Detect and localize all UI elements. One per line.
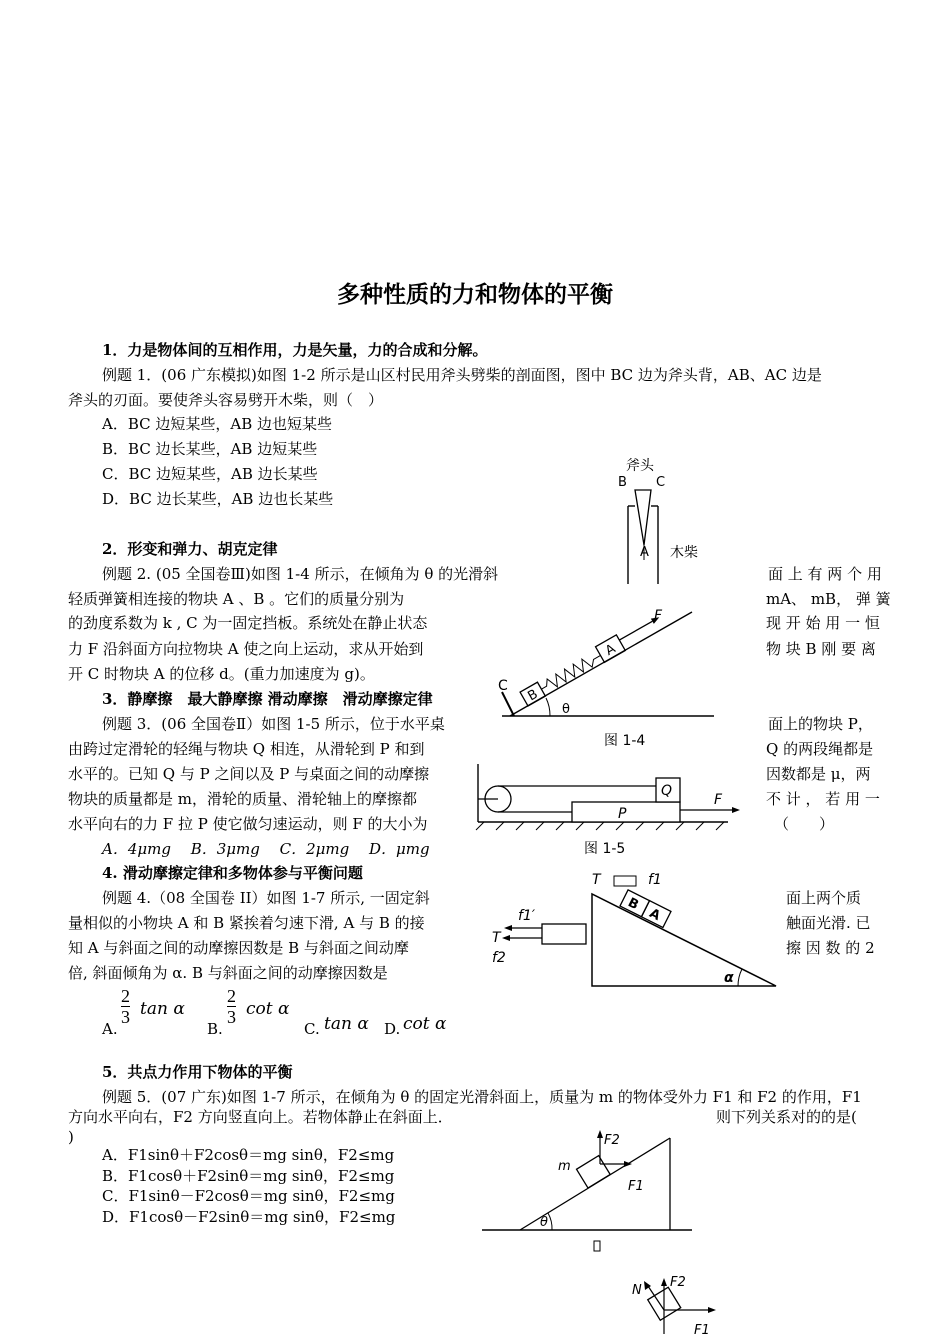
section-1-heading: 1．力是物体间的互相作用，力是矢量，力的合成和分解。 xyxy=(102,341,488,359)
section-5-heading: 5．共点力作用下物体的平衡 xyxy=(102,1063,293,1081)
example-3-line-4b: 不 计 ， 若 用 一 xyxy=(766,790,880,808)
stopper-c xyxy=(502,692,514,716)
figure-1-4-caption: 图 1-4 xyxy=(604,733,646,749)
option-b-fraction: 2 3 xyxy=(227,986,236,1027)
point-a-label: A xyxy=(640,545,649,560)
axe-figure xyxy=(590,450,720,588)
example-3-line-4a: 物块的质量都是 m，滑轮的质量、滑轮轴上的摩擦都 xyxy=(68,790,417,808)
section-4-heading: 4. 滑动摩擦定律和多物体参与平衡问题 xyxy=(102,864,363,882)
example-2-line-5: 开 C 时物块 A 的位移 d。(重力加速度为 g)。 xyxy=(68,665,375,683)
example-4-line-3b: 擦 因 数 的 2 xyxy=(786,939,875,957)
point-b-label: B xyxy=(618,475,627,490)
force-f2-label-2: F2 xyxy=(670,1275,686,1290)
option-a-label: A. xyxy=(102,1020,118,1038)
incline-forces-figure xyxy=(478,1124,710,1344)
example-5-option-a: A．F1sinθ＋F2cosθ＝mg sinθ，F2≤mg xyxy=(102,1146,395,1164)
section-2-heading: 2．形变和弹力、胡克定律 xyxy=(102,540,278,558)
page-title: 多种性质的力和物体的平衡 xyxy=(337,282,613,308)
example-2-line-2b: mA、 mB， 弹 簧 xyxy=(766,590,891,608)
example-1-line-2: 斧头的刃面。要使斧头容易劈开木柴，则（ ） xyxy=(68,391,384,409)
example-2-line-2a: 轻质弹簧相连接的物块 A 、B 。它们的质量分别为 xyxy=(68,590,405,608)
example-5-option-b: B．F1cosθ＋F2sinθ＝mg sinθ，F2≤mg xyxy=(102,1167,395,1185)
friction-f1-label: f1 xyxy=(648,872,662,888)
example-4-line-2a: 量相似的小物块 A 和 B 紧挨着匀速下滑, A 与 B 的接 xyxy=(68,914,425,932)
normal-n-label: N xyxy=(632,1283,642,1298)
example-3-line-3a: 水平的。已知 Q 与 P 之间以及 P 与桌面之间的动摩擦 xyxy=(68,765,430,783)
mass-m-label: m xyxy=(558,1159,571,1174)
example-1-option-c: C．BC 边短某些，AB 边长某些 xyxy=(102,465,318,483)
example-4-line-2b: 触面光滑. 已 xyxy=(786,914,871,932)
example-5-line-1: 例题 5．(07 广东)如图 1-7 所示，在倾角为 θ 的固定光滑斜面上，质量为 m 的物体受外力 F1 和 F2 的作用，F1 xyxy=(102,1088,862,1106)
example-3-line-5a: 水平向右的力 F 拉 P 使它做匀速运动，则 F 的大小为 xyxy=(68,815,428,833)
incline-spring-figure xyxy=(492,582,722,752)
example-3-line-2a: 由跨过定滑轮的轻绳与物块 Q 相连，从滑轮到 P 和到 xyxy=(68,740,425,758)
example-2-line-1b: 面 上 有 两 个 用 xyxy=(768,565,882,583)
spring xyxy=(538,650,603,694)
force-f1-label: F1 xyxy=(628,1179,644,1194)
force-f2-label: F2 xyxy=(604,1133,620,1148)
axe-label: 斧头 xyxy=(626,458,654,474)
point-c-label: C xyxy=(656,475,666,490)
example-5-line-3: ) xyxy=(68,1128,74,1146)
example-4-line-4: 倍, 斜面倾角为 α. B 与斜面之间的动摩擦因数是 xyxy=(68,964,388,982)
option-b-cot: cot α xyxy=(246,999,290,1019)
section-3-heading: 3．静摩擦 最大静摩擦 滑动摩擦 滑动摩擦定律 xyxy=(102,690,433,708)
friction-f2-label: f2 xyxy=(492,950,506,966)
block-q-label: Q xyxy=(661,783,673,799)
force-f1-label-2: F1 xyxy=(694,1323,710,1338)
example-4-line-1b: 面上两个质 xyxy=(786,889,862,907)
example-1-line-1: 例题 1．(06 广东模拟)如图 1-2 所示是山区村民用斧头劈柴的剖面图，图中 BC 边为斧头背，AB、AC 边是 xyxy=(102,366,822,384)
block-a-label: A xyxy=(646,906,663,924)
angle-theta-label: θ xyxy=(562,702,570,717)
tension-t-top-label: T xyxy=(592,872,601,888)
option-a-tan: tan α xyxy=(140,999,185,1019)
fixed-incline xyxy=(592,894,776,986)
force-f-label: F xyxy=(654,608,663,624)
example-2-line-1a: 例题 2. (05 全国卷Ⅲ)如图 1-4 所示，在倾角为 θ 的光滑斜 xyxy=(102,565,499,583)
example-5-option-d: D．F1cosθ－F2sinθ＝mg sinθ，F2≤mg xyxy=(102,1208,396,1226)
example-3-line-3b: 因数都是 μ，两 xyxy=(766,765,871,783)
option-d-label: D. xyxy=(384,1020,401,1038)
connector-block xyxy=(542,924,586,944)
example-2-line-4b: 物 块 B 刚 要 离 xyxy=(766,640,876,658)
example-2-line-3b: 现 开 始 用 一 恒 xyxy=(766,614,880,632)
example-3-line-2b: Q 的两段绳都是 xyxy=(766,740,874,758)
example-3-line-1b: 面上的物块 P， xyxy=(768,715,873,733)
option-c-tan: tan α xyxy=(324,1014,369,1034)
block-b-label: B xyxy=(625,895,641,914)
example-2-line-3a: 的劲度系数为 k , C 为一固定挡板。系统处在静止状态 xyxy=(68,614,428,632)
block-p-label: P xyxy=(618,806,627,822)
wood-label: 木柴 xyxy=(670,545,698,561)
option-b-label: B. xyxy=(207,1020,223,1038)
block-a-label: A xyxy=(603,641,619,659)
example-1-option-a: A．BC 边短某些，AB 边也短某些 xyxy=(102,415,333,433)
option-d-cot: cot α xyxy=(403,1014,447,1034)
force-diagram xyxy=(632,1275,716,1338)
option-a-fraction: 2 3 xyxy=(121,986,130,1027)
example-5-line-2b: 则下列关系对的的是( xyxy=(716,1108,857,1126)
figure-1-5-caption: 图 1-5 xyxy=(584,841,626,857)
example-4-line-3a: 知 A 与斜面之间的动摩擦因数是 B 与斜面之间动摩 xyxy=(68,939,409,957)
example-5-line-2a: 方向水平向右，F2 方向竖直向上。若物体静止在斜面上． xyxy=(68,1108,453,1126)
example-5-option-c: C．F1sinθ－F2cosθ＝mg sinθ，F2≤mg xyxy=(102,1187,395,1205)
mass-block xyxy=(577,1156,611,1188)
angle-alpha-label: α xyxy=(724,970,734,986)
example-4-line-1a: 例题 4.（08 全国卷 II）如图 1-7 所示, 一固定斜 xyxy=(102,889,430,907)
example-2-line-4a: 力 F 沿斜面方向拉物块 A 使之向上运动，求从开始到 xyxy=(68,640,424,658)
two-blocks-incline-figure xyxy=(480,866,780,990)
axe-wedge xyxy=(635,490,651,545)
example-3-line-5b: （ ） xyxy=(774,815,835,833)
example-3-line-1a: 例题 3．(06 全国卷Ⅱ）如图 1-5 所示，位于水平桌 xyxy=(102,715,445,733)
option-c-label: C. xyxy=(304,1020,320,1038)
example-1-option-b: B．BC 边长某些，AB 边短某些 xyxy=(102,440,318,458)
tension-t-label: T xyxy=(492,930,501,946)
force-f-label: F xyxy=(714,792,723,808)
example-3-options: A．4μmg B．3μmg C．2μmg D．μmg xyxy=(102,840,430,858)
friction-f1-prime-label: f1′ xyxy=(518,908,536,924)
block-b-label: B xyxy=(525,686,541,705)
pulley-figure xyxy=(470,762,760,860)
angle-theta-label: θ xyxy=(540,1215,548,1230)
example-1-option-d: D．BC 边长某些，AB 边也长某些 xyxy=(102,490,334,508)
stopper-c-label: C xyxy=(498,678,508,694)
